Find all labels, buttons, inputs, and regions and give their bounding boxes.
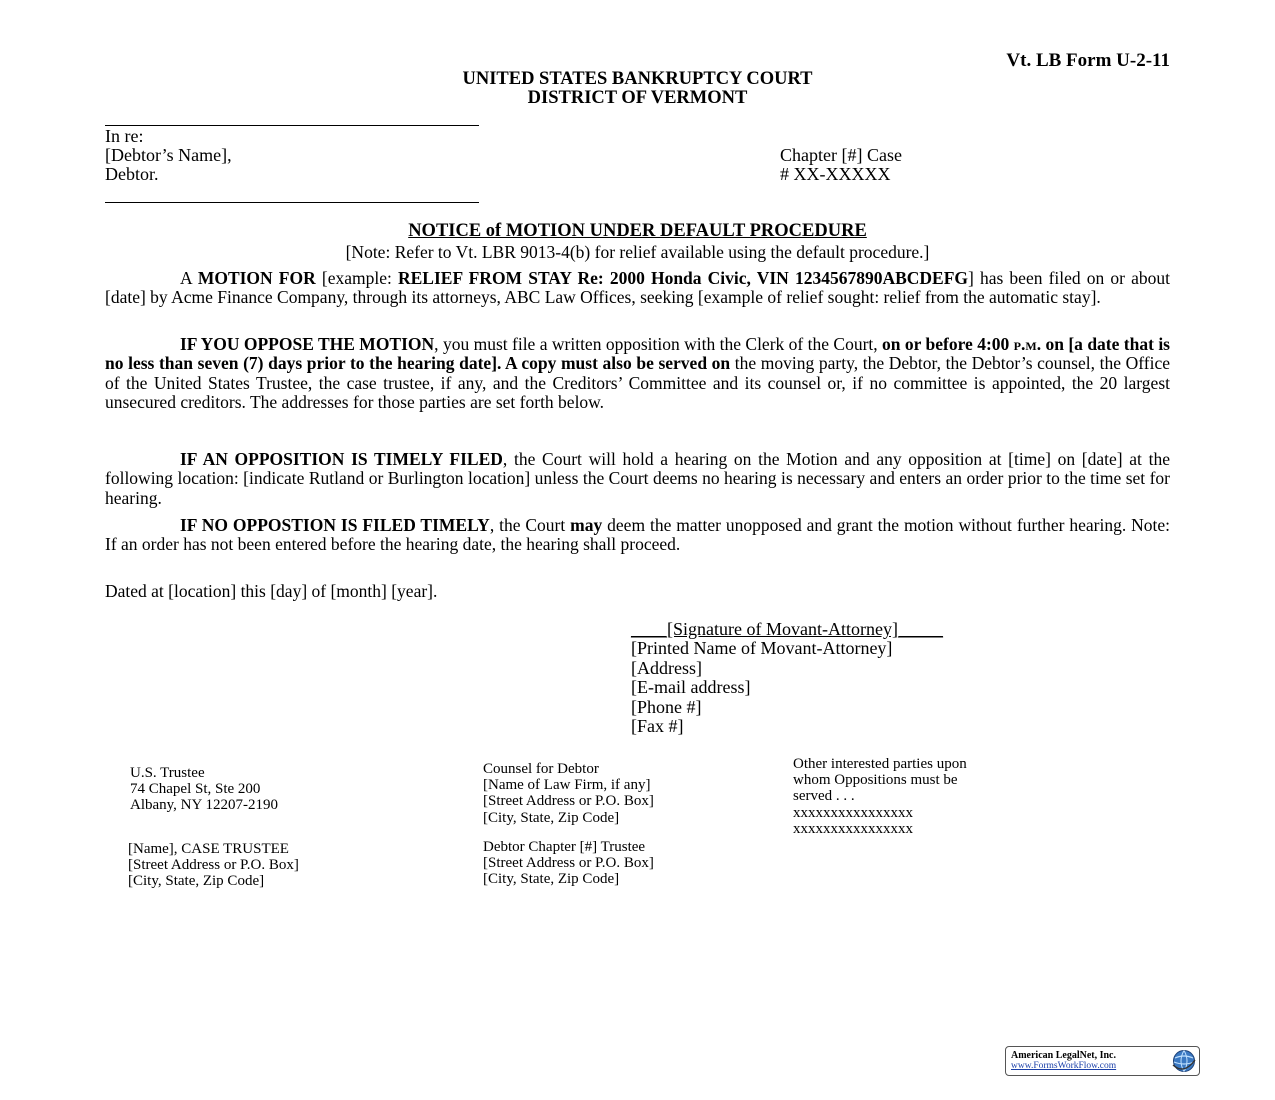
service-case-trustee: [Name], CASE TRUSTEE [Street Address or P.O. Box] [City, State, Zip Code] (128, 841, 299, 890)
service-us-trustee: U.S. Trustee 74 Chapel St, Ste 200 Albany, NY 12207-2190 (130, 765, 279, 814)
caption-debtor-name: [Debtor’s Name], (105, 145, 232, 165)
caption-top-rule (105, 125, 479, 126)
footer-badge[interactable] (1005, 1046, 1200, 1076)
service-counsel-for-debtor: Counsel for Debtor [Name of Law Firm, if any] [Street Address or P.O. Box] [City, State, Zip Code] (483, 761, 654, 826)
notice-title: NOTICE of MOTION UNDER DEFAULT PROCEDURE (408, 221, 867, 241)
signature-line: ____[Signature of Movant-Attorney]_____ (631, 619, 943, 639)
attorney-address: [Address] (631, 657, 702, 678)
paragraph-if-you-oppose: IF YOU OPPOSE THE MOTION, you must file a written opposition with the Clerk of the Court, on or before 4:00 p.m. on [a date that is no less than seven (7) days prior to the hearing date]. A copy must also be served on the moving party, the Debtor, the Debtor’s counsel, the Office of the United States Trustee, the case trustee, if any, and the Creditors’ Committee and its counsel or, if no committee is appointed, the 20 largest unsecured creditors. The addresses for those parties are set forth below. (105, 334, 1170, 412)
paragraph-motion: A MOTION FOR [example: RELIEF FROM STAY Re: 2000 Honda Civic, VIN 1234567890ABCDEFG] has been filed on or about [date] by Acme Finance Company, through its attorneys, ABC Law Offices, seeking [example of relief sought: relief from the automatic stay]. (105, 268, 1171, 308)
caption-debtor-label: Debtor. (105, 164, 159, 184)
signature-block (631, 620, 943, 736)
court-district: DISTRICT OF VERMONT (527, 88, 748, 108)
globe-icon (1172, 1049, 1196, 1073)
form-number: Vt. LB Form U-2-11 (1006, 50, 1170, 71)
attorney-phone: [Phone #] (631, 696, 702, 717)
notice-note: [Note: Refer to Vt. LBR 9013-4(b) for relief available using the default procedure.] (345, 242, 930, 262)
paragraph-opposition-filed: IF AN OPPOSITION IS TIMELY FILED, the Court will hold a hearing on the Motion and any opposition at [time] on [date] at the following location: [indicate Rutland or Burlington location] unless the Court deems no hearing is necessary and enters an order prior to the time set for hearing. (105, 449, 1170, 508)
attorney-email: [E-mail address] (631, 677, 751, 698)
dated-line: Dated at [location] this [day] of [month] [year]. (105, 581, 438, 601)
footer-company: American LegalNet, Inc. (1011, 1050, 1116, 1061)
caption-bottom-rule (105, 202, 479, 203)
court-name: UNITED STATES BANKRUPTCY COURT (462, 69, 813, 89)
printed-name: [Printed Name of Movant-Attorney] (631, 638, 893, 659)
paragraph-no-opposition: IF NO OPPOSTION IS FILED TIMELY, the Court may deem the matter unopposed and grant the motion without further hearing. Note: If an order has not been entered before the hearing date, the hearing shall proceed. (105, 515, 1170, 555)
service-chapter-trustee: Debtor Chapter [#] Trustee [Street Address or P.O. Box] [City, State, Zip Code] (483, 839, 654, 888)
caption-chapter: Chapter [#] Case (780, 145, 902, 165)
service-other-parties: Other interested parties upon whom Oppositions must be served . . . xxxxxxxxxxxxxxxx xxxxxxxxxxxxxxxx (793, 756, 967, 837)
attorney-fax: [Fax #] (631, 716, 684, 737)
caption-case-number: # XX-XXXXX (780, 164, 891, 184)
footer-website-link[interactable]: www.FormsWorkFlow.com (1011, 1061, 1117, 1071)
caption-in-re: In re: (105, 126, 144, 146)
